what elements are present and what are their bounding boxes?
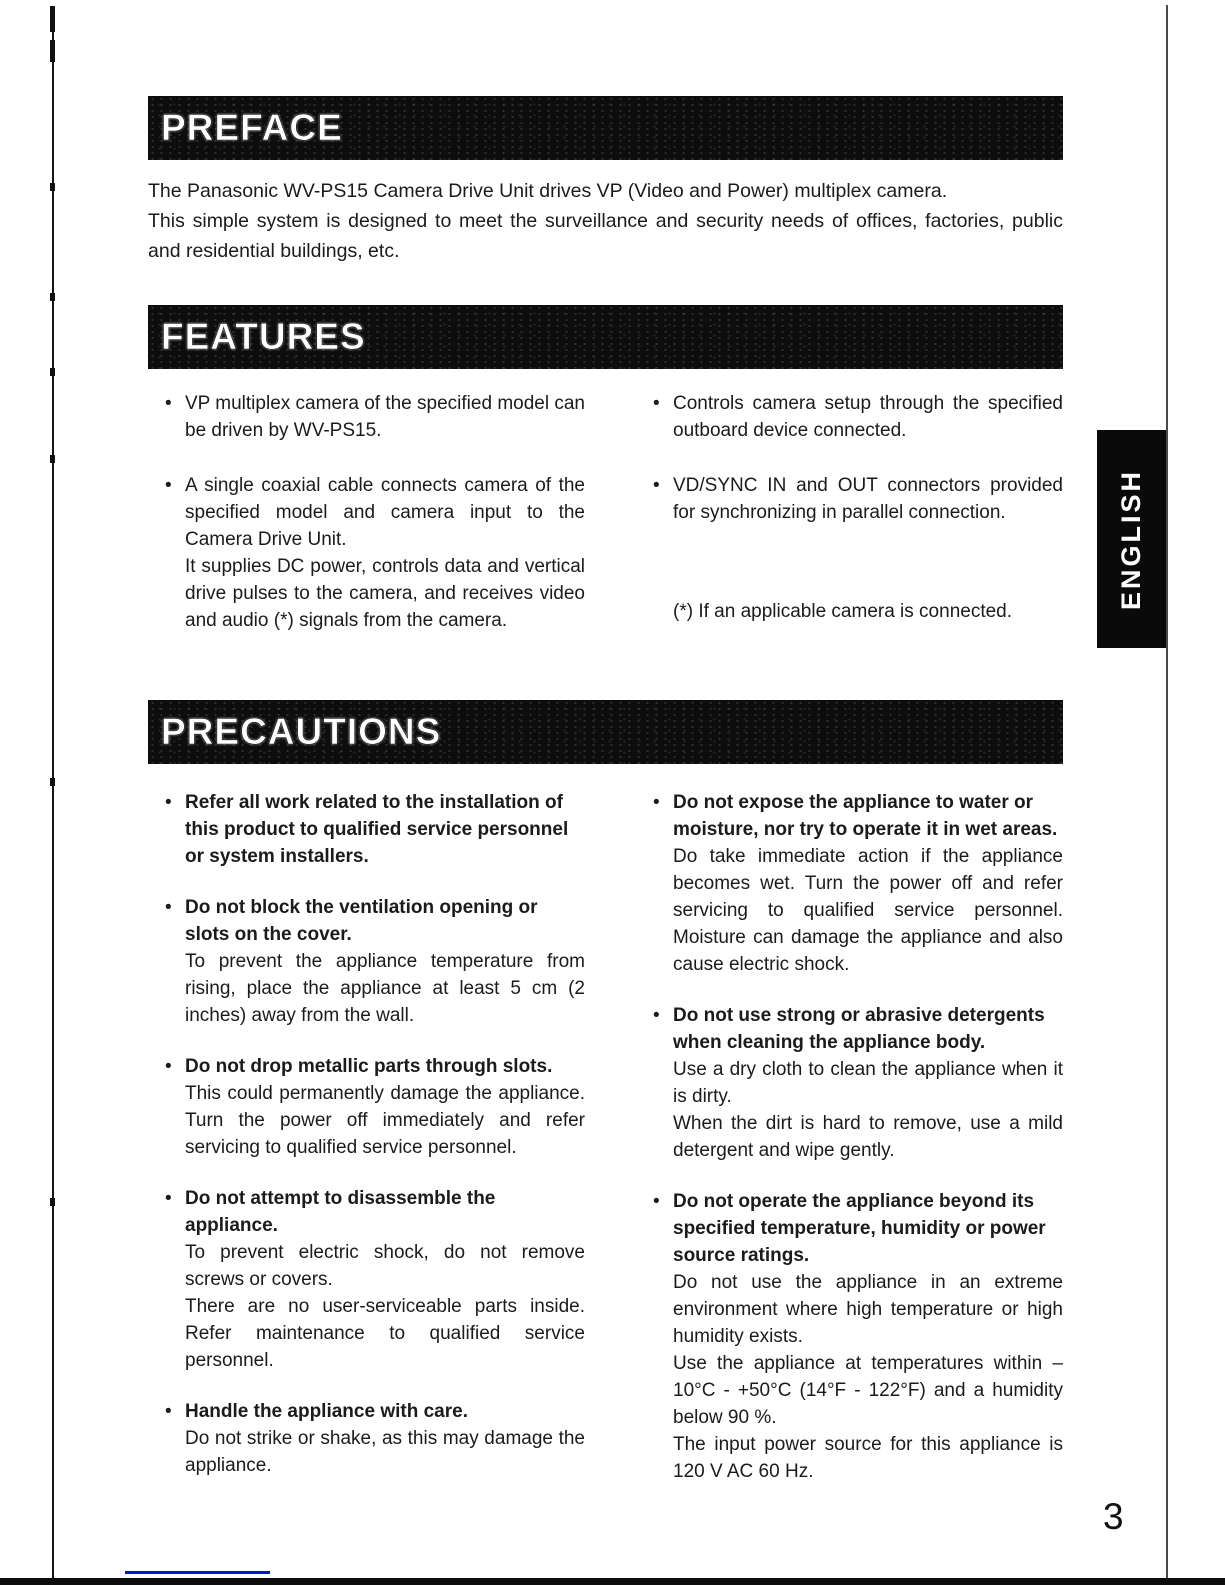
precautions-column-right: [653, 789, 1063, 1485]
precaution-item: [165, 1398, 585, 1479]
scan-artifact-tick: [50, 778, 55, 786]
feature-text: VP multiplex camera of the specified model can be driven by WV-PS15.: [185, 393, 585, 441]
page-number: 3: [1103, 1496, 1124, 1537]
precaution-heading: Refer all work related to the installation of this product to qualified service personnel or system installers.: [185, 792, 569, 867]
language-tab-english: [1097, 430, 1166, 648]
preface-paragraph: This simple system is designed to meet the surveillance and security needs of offices, factories, public and residential buildings, etc.: [148, 210, 1063, 262]
blue-underline-artifact: [125, 1571, 270, 1574]
precaution-heading: Handle the appliance with care.: [185, 1401, 468, 1422]
bullet-icon: •: [165, 475, 172, 496]
bullet-icon: •: [165, 1401, 172, 1422]
precautions-columns: [148, 789, 1063, 1485]
features-column-left: [148, 390, 585, 634]
features-footnote: (*) If an applicable camera is connected.: [673, 601, 1013, 622]
precaution-item: [165, 789, 585, 870]
precaution-heading: Do not attempt to disassemble the appliance.: [185, 1188, 496, 1236]
scan-artifact-tick: [50, 293, 55, 301]
precaution-text: Use a dry cloth to clean the appliance when it is dirty.: [673, 1059, 1063, 1107]
scan-artifact-tick: [50, 368, 55, 376]
feature-item: [653, 390, 1063, 444]
precautions-column-left: [148, 789, 585, 1485]
section-title-features: FEATURES: [161, 316, 366, 357]
precaution-item: [165, 894, 585, 1029]
scan-artifact-tick: [50, 1198, 55, 1206]
scan-artifact-tick: [50, 455, 55, 463]
precaution-heading: Do not operate the appliance beyond its specified temperature, humidity or power source ratings.: [673, 1191, 1046, 1266]
precaution-item: [653, 1188, 1063, 1485]
precaution-text: To prevent electric shock, do not remove screws or covers.: [185, 1242, 585, 1290]
feature-item: [653, 472, 1063, 526]
scan-artifact: [50, 40, 55, 62]
precaution-item: [165, 1185, 585, 1374]
bullet-icon: •: [165, 1188, 172, 1209]
feature-item: [165, 472, 585, 634]
precaution-item: [653, 789, 1063, 978]
feature-text: VD/SYNC IN and OUT connectors provided for synchronizing in parallel connection.: [673, 475, 1063, 523]
preface-paragraph: The Panasonic WV-PS15 Camera Drive Unit drives VP (Video and Power) multiplex camera.: [148, 180, 948, 202]
page-bottom-edge: [0, 1578, 1225, 1585]
feature-item: [165, 390, 585, 444]
precaution-text: To prevent the appliance temperature from rising, place the appliance at least 5 cm (2 inches) away from the wall.: [185, 951, 585, 1026]
section-header-features: [148, 305, 1063, 369]
section-title-preface: PREFACE: [161, 107, 343, 148]
bullet-icon: •: [165, 1056, 172, 1077]
bullet-icon: •: [653, 1191, 660, 1212]
scan-artifact-tick: [50, 183, 55, 191]
features-column-right: [653, 390, 1063, 634]
features-columns: [148, 390, 1063, 634]
precaution-text: Do take immediate action if the appliance becomes wet. Turn the power off and refer servicing to qualified service personnel. Moisture can damage the appliance and also cause electric shock.: [673, 846, 1063, 975]
precaution-heading: Do not block the ventilation opening or slots on the cover.: [185, 897, 538, 945]
bullet-icon: •: [653, 393, 660, 414]
precaution-item: [165, 1053, 585, 1161]
precaution-text: There are no user-serviceable parts inside. Refer maintenance to qualified service personnel.: [185, 1296, 585, 1371]
feature-text: Controls camera setup through the specified outboard device connected.: [673, 393, 1063, 441]
bullet-icon: •: [653, 1005, 660, 1026]
preface-text: [148, 176, 1063, 266]
precaution-text: Use the appliance at temperatures within –10°C - +50°C (14°F - 122°F) and a humidity below 90 %.: [673, 1353, 1063, 1428]
precaution-heading: Do not expose the appliance to water or moisture, nor try to operate it in wet areas.: [673, 792, 1058, 840]
page-right-rule: [1166, 5, 1168, 1585]
section-header-preface: [148, 96, 1063, 160]
bullet-icon: •: [165, 897, 172, 918]
feature-text: A single coaxial cable connects camera of the specified model and camera input to the Camera Drive Unit.: [185, 475, 585, 550]
precaution-text: Do not use the appliance in an extreme environment where high temperature or high humidity exists.: [673, 1272, 1063, 1347]
bullet-icon: •: [653, 792, 660, 813]
precaution-heading: Do not drop metallic parts through slots.: [185, 1056, 553, 1077]
feature-text: It supplies DC power, controls data and vertical drive pulses to the camera, and receives video and audio (*) signals from the camera.: [185, 556, 585, 631]
precaution-item: [653, 1002, 1063, 1164]
precaution-text: When the dirt is hard to remove, use a mild detergent and wipe gently.: [673, 1113, 1063, 1161]
precaution-text: The input power source for this appliance is 120 V AC 60 Hz.: [673, 1434, 1063, 1482]
page-left-rule: [52, 6, 54, 1580]
precaution-text: This could permanently damage the appliance. Turn the power off immediately and refer servicing to qualified service personnel.: [185, 1083, 585, 1158]
precaution-text: Do not strike or shake, as this may damage the appliance.: [185, 1428, 585, 1476]
language-tab-label: ENGLISH: [1116, 468, 1147, 610]
section-header-precautions: [148, 700, 1063, 764]
precaution-heading: Do not use strong or abrasive detergents when cleaning the appliance body.: [673, 1005, 1045, 1053]
scan-artifact: [50, 6, 55, 32]
bullet-icon: •: [653, 475, 660, 496]
section-title-precautions: PRECAUTIONS: [161, 711, 442, 752]
bullet-icon: •: [165, 792, 172, 813]
page-content: [148, 0, 1063, 1485]
bullet-icon: •: [165, 393, 172, 414]
